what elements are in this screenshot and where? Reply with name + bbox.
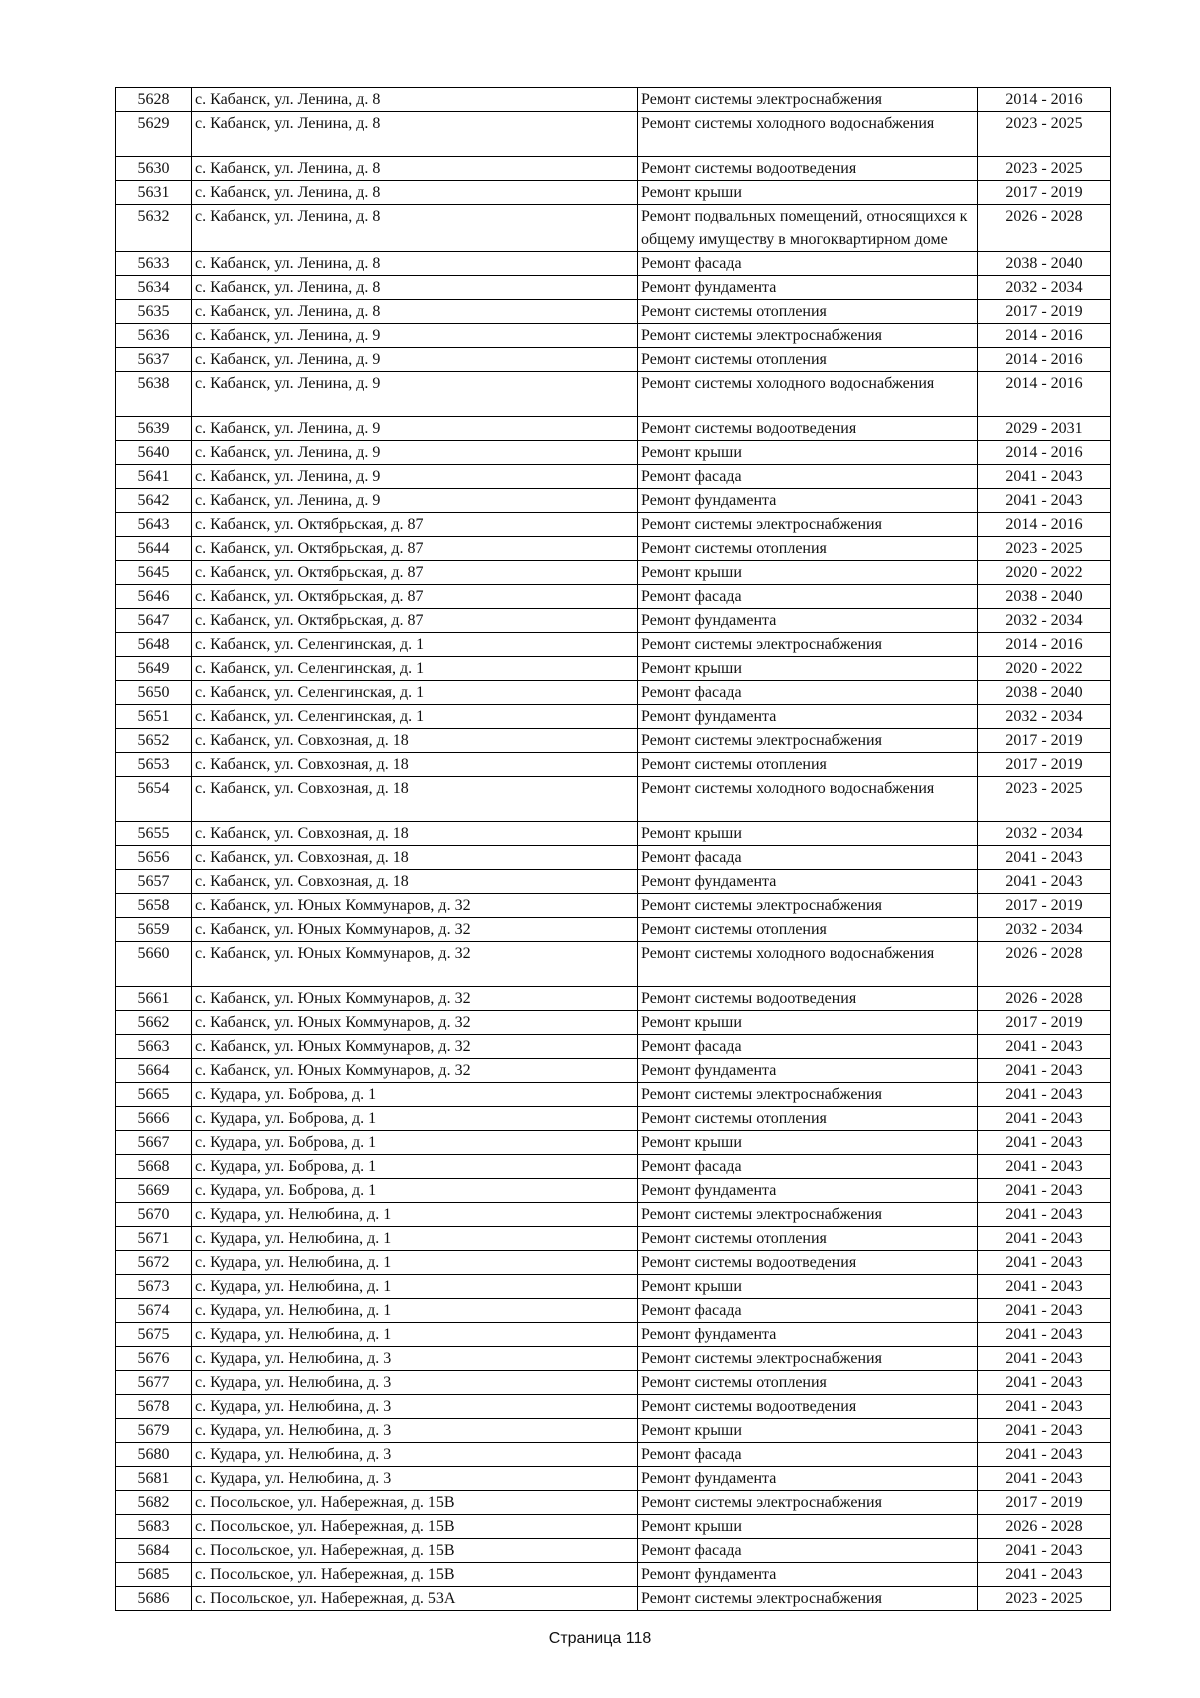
address-cell: с. Кудара, ул. Нелюбина, д. 1 [192, 1323, 638, 1347]
row-number-cell: 5645 [116, 561, 192, 585]
table-row [116, 1083, 1111, 1107]
period-cell: 2017 - 2019 [978, 894, 1111, 918]
row-number-cell: 5654 [116, 777, 192, 822]
table-row [116, 894, 1111, 918]
table-row [116, 1491, 1111, 1515]
period-cell: 2041 - 2043 [978, 1251, 1111, 1275]
row-number-cell: 5685 [116, 1563, 192, 1587]
period-cell: 2032 - 2034 [978, 609, 1111, 633]
address-cell: с. Кабанск, ул. Совхозная, д. 18 [192, 729, 638, 753]
table-row [116, 1515, 1111, 1539]
row-number-cell: 5678 [116, 1395, 192, 1419]
work-type-cell: Ремонт фасада [638, 681, 978, 705]
period-cell: 2017 - 2019 [978, 753, 1111, 777]
table-row [116, 1539, 1111, 1563]
row-number-cell: 5667 [116, 1131, 192, 1155]
table-row [116, 112, 1111, 157]
table-row [116, 1131, 1111, 1155]
table-row [116, 1035, 1111, 1059]
period-cell: 2014 - 2016 [978, 441, 1111, 465]
table-row [116, 1227, 1111, 1251]
address-cell: с. Кабанск, ул. Селенгинская, д. 1 [192, 633, 638, 657]
period-cell: 2041 - 2043 [978, 870, 1111, 894]
row-number-cell: 5639 [116, 417, 192, 441]
period-cell: 2038 - 2040 [978, 681, 1111, 705]
period-cell: 2038 - 2040 [978, 585, 1111, 609]
work-type-cell: Ремонт фасада [638, 1443, 978, 1467]
work-type-cell: Ремонт фасада [638, 585, 978, 609]
table-row [116, 372, 1111, 417]
period-cell: 2041 - 2043 [978, 1419, 1111, 1443]
address-cell: с. Кудара, ул. Боброва, д. 1 [192, 1131, 638, 1155]
period-cell: 2017 - 2019 [978, 300, 1111, 324]
period-cell: 2041 - 2043 [978, 1275, 1111, 1299]
work-type-cell: Ремонт системы отопления [638, 1107, 978, 1131]
work-type-cell: Ремонт системы отопления [638, 1227, 978, 1251]
table-row [116, 1419, 1111, 1443]
period-cell: 2014 - 2016 [978, 324, 1111, 348]
work-type-cell: Ремонт системы отопления [638, 537, 978, 561]
row-number-cell: 5670 [116, 1203, 192, 1227]
address-cell: с. Кабанск, ул. Совхозная, д. 18 [192, 822, 638, 846]
period-cell: 2041 - 2043 [978, 1395, 1111, 1419]
table-row [116, 513, 1111, 537]
address-cell: с. Кабанск, ул. Юных Коммунаров, д. 32 [192, 987, 638, 1011]
work-type-cell: Ремонт фасада [638, 1155, 978, 1179]
row-number-cell: 5628 [116, 88, 192, 112]
row-number-cell: 5658 [116, 894, 192, 918]
work-type-cell: Ремонт крыши [638, 1419, 978, 1443]
period-cell: 2020 - 2022 [978, 657, 1111, 681]
address-cell: с. Кабанск, ул. Октябрьская, д. 87 [192, 561, 638, 585]
work-type-cell: Ремонт крыши [638, 1011, 978, 1035]
work-type-cell: Ремонт фундамента [638, 1059, 978, 1083]
row-number-cell: 5661 [116, 987, 192, 1011]
period-cell: 2026 - 2028 [978, 1515, 1111, 1539]
address-cell: с. Кудара, ул. Нелюбина, д. 1 [192, 1227, 638, 1251]
table-row [116, 870, 1111, 894]
work-type-cell: Ремонт системы электроснабжения [638, 1083, 978, 1107]
address-cell: с. Кабанск, ул. Ленина, д. 8 [192, 181, 638, 205]
row-number-cell: 5656 [116, 846, 192, 870]
address-cell: с. Посольское, ул. Набережная, д. 15В [192, 1539, 638, 1563]
period-cell: 2041 - 2043 [978, 1563, 1111, 1587]
period-cell: 2032 - 2034 [978, 276, 1111, 300]
row-number-cell: 5636 [116, 324, 192, 348]
work-type-cell: Ремонт системы электроснабжения [638, 1587, 978, 1611]
row-number-cell: 5631 [116, 181, 192, 205]
work-type-cell: Ремонт системы электроснабжения [638, 1203, 978, 1227]
page-number: Страница 118 [548, 1630, 652, 1647]
work-type-cell: Ремонт системы электроснабжения [638, 729, 978, 753]
row-number-cell: 5641 [116, 465, 192, 489]
row-number-cell: 5647 [116, 609, 192, 633]
period-cell: 2041 - 2043 [978, 1467, 1111, 1491]
table-row [116, 1443, 1111, 1467]
work-type-cell: Ремонт фасада [638, 1299, 978, 1323]
address-cell: с. Посольское, ул. Набережная, д. 53А [192, 1587, 638, 1611]
address-cell: с. Кудара, ул. Нелюбина, д. 1 [192, 1203, 638, 1227]
work-type-cell: Ремонт фасада [638, 465, 978, 489]
row-number-cell: 5683 [116, 1515, 192, 1539]
table-row [116, 252, 1111, 276]
work-type-cell: Ремонт фундамента [638, 705, 978, 729]
row-number-cell: 5673 [116, 1275, 192, 1299]
row-number-cell: 5665 [116, 1083, 192, 1107]
address-cell: с. Кабанск, ул. Ленина, д. 9 [192, 489, 638, 513]
period-cell: 2041 - 2043 [978, 1035, 1111, 1059]
table-row [116, 537, 1111, 561]
address-cell: с. Кудара, ул. Нелюбина, д. 3 [192, 1419, 638, 1443]
period-cell: 2023 - 2025 [978, 1587, 1111, 1611]
table-row [116, 609, 1111, 633]
work-type-cell: Ремонт системы отопления [638, 753, 978, 777]
address-cell: с. Кабанск, ул. Ленина, д. 8 [192, 300, 638, 324]
work-type-cell: Ремонт системы отопления [638, 1371, 978, 1395]
row-number-cell: 5632 [116, 205, 192, 252]
work-type-cell: Ремонт системы водоотведения [638, 157, 978, 181]
row-number-cell: 5648 [116, 633, 192, 657]
address-cell: с. Кудара, ул. Боброва, д. 1 [192, 1107, 638, 1131]
period-cell: 2014 - 2016 [978, 348, 1111, 372]
table-row [116, 417, 1111, 441]
address-cell: с. Кабанск, ул. Ленина, д. 9 [192, 465, 638, 489]
row-number-cell: 5676 [116, 1347, 192, 1371]
table-row [116, 1299, 1111, 1323]
address-cell: с. Кабанск, ул. Октябрьская, д. 87 [192, 585, 638, 609]
address-cell: с. Кабанск, ул. Селенгинская, д. 1 [192, 705, 638, 729]
work-type-cell: Ремонт фасада [638, 1035, 978, 1059]
work-type-cell: Ремонт системы электроснабжения [638, 894, 978, 918]
period-cell: 2041 - 2043 [978, 1443, 1111, 1467]
row-number-cell: 5651 [116, 705, 192, 729]
row-number-cell: 5649 [116, 657, 192, 681]
work-type-cell: Ремонт подвальных помещений, относящихся к общему имуществу в многоквартирном доме [638, 205, 978, 252]
period-cell: 2041 - 2043 [978, 846, 1111, 870]
address-cell: с. Кудара, ул. Боброва, д. 1 [192, 1083, 638, 1107]
period-cell: 2038 - 2040 [978, 252, 1111, 276]
address-cell: с. Посольское, ул. Набережная, д. 15В [192, 1491, 638, 1515]
work-type-cell: Ремонт системы электроснабжения [638, 88, 978, 112]
period-cell: 2041 - 2043 [978, 1347, 1111, 1371]
address-cell: с. Кудара, ул. Боброва, д. 1 [192, 1179, 638, 1203]
row-number-cell: 5643 [116, 513, 192, 537]
row-number-cell: 5675 [116, 1323, 192, 1347]
table-row [116, 987, 1111, 1011]
period-cell: 2014 - 2016 [978, 633, 1111, 657]
table-row [116, 465, 1111, 489]
table-row [116, 1323, 1111, 1347]
work-type-cell: Ремонт крыши [638, 1131, 978, 1155]
work-type-cell: Ремонт системы электроснабжения [638, 633, 978, 657]
table-row [116, 918, 1111, 942]
address-cell: с. Кудара, ул. Нелюбина, д. 3 [192, 1467, 638, 1491]
work-type-cell: Ремонт фасада [638, 846, 978, 870]
period-cell: 2020 - 2022 [978, 561, 1111, 585]
row-number-cell: 5681 [116, 1467, 192, 1491]
period-cell: 2023 - 2025 [978, 112, 1111, 157]
table-row [116, 1155, 1111, 1179]
work-type-cell: Ремонт системы водоотведения [638, 417, 978, 441]
address-cell: с. Кудара, ул. Нелюбина, д. 1 [192, 1299, 638, 1323]
work-type-cell: Ремонт крыши [638, 181, 978, 205]
work-type-cell: Ремонт системы холодного водоснабжения [638, 777, 978, 822]
row-number-cell: 5634 [116, 276, 192, 300]
table-row [116, 753, 1111, 777]
table-row [116, 300, 1111, 324]
row-number-cell: 5644 [116, 537, 192, 561]
table-row [116, 1107, 1111, 1131]
row-number-cell: 5680 [116, 1443, 192, 1467]
table-row [116, 324, 1111, 348]
address-cell: с. Кабанск, ул. Ленина, д. 9 [192, 417, 638, 441]
row-number-cell: 5637 [116, 348, 192, 372]
row-number-cell: 5663 [116, 1035, 192, 1059]
table-row [116, 348, 1111, 372]
work-type-cell: Ремонт системы электроснабжения [638, 324, 978, 348]
address-cell: с. Кабанск, ул. Юных Коммунаров, д. 32 [192, 1059, 638, 1083]
period-cell: 2032 - 2034 [978, 918, 1111, 942]
period-cell: 2032 - 2034 [978, 705, 1111, 729]
address-cell: с. Кабанск, ул. Юных Коммунаров, д. 32 [192, 942, 638, 987]
table-row [116, 705, 1111, 729]
work-type-cell: Ремонт системы электроснабжения [638, 1347, 978, 1371]
address-cell: с. Кабанск, ул. Ленина, д. 9 [192, 348, 638, 372]
address-cell: с. Посольское, ул. Набережная, д. 15В [192, 1515, 638, 1539]
period-cell: 2032 - 2034 [978, 822, 1111, 846]
table-row [116, 681, 1111, 705]
address-cell: с. Кабанск, ул. Ленина, д. 8 [192, 157, 638, 181]
work-type-cell: Ремонт фундамента [638, 489, 978, 513]
address-cell: с. Кабанск, ул. Ленина, д. 9 [192, 324, 638, 348]
row-number-cell: 5646 [116, 585, 192, 609]
work-type-cell: Ремонт системы отопления [638, 300, 978, 324]
address-cell: с. Кабанск, ул. Селенгинская, д. 1 [192, 657, 638, 681]
table-row [116, 1467, 1111, 1491]
work-type-cell: Ремонт системы холодного водоснабжения [638, 112, 978, 157]
row-number-cell: 5664 [116, 1059, 192, 1083]
period-cell: 2023 - 2025 [978, 537, 1111, 561]
row-number-cell: 5630 [116, 157, 192, 181]
row-number-cell: 5659 [116, 918, 192, 942]
table-row [116, 1395, 1111, 1419]
period-cell: 2017 - 2019 [978, 1491, 1111, 1515]
period-cell: 2023 - 2025 [978, 157, 1111, 181]
period-cell: 2017 - 2019 [978, 729, 1111, 753]
work-type-cell: Ремонт фундамента [638, 870, 978, 894]
address-cell: с. Кабанск, ул. Совхозная, д. 18 [192, 777, 638, 822]
period-cell: 2041 - 2043 [978, 1107, 1111, 1131]
row-number-cell: 5660 [116, 942, 192, 987]
address-cell: с. Кабанск, ул. Совхозная, д. 18 [192, 753, 638, 777]
work-type-cell: Ремонт системы электроснабжения [638, 513, 978, 537]
table-row [116, 1059, 1111, 1083]
work-type-cell: Ремонт фундамента [638, 276, 978, 300]
work-type-cell: Ремонт системы отопления [638, 918, 978, 942]
table-row [116, 157, 1111, 181]
table-row [116, 729, 1111, 753]
row-number-cell: 5635 [116, 300, 192, 324]
work-type-cell: Ремонт системы водоотведения [638, 987, 978, 1011]
table-row [116, 1587, 1111, 1611]
table-row [116, 1371, 1111, 1395]
work-type-cell: Ремонт системы электроснабжения [638, 1491, 978, 1515]
period-cell: 2014 - 2016 [978, 372, 1111, 417]
period-cell: 2041 - 2043 [978, 1083, 1111, 1107]
table-row [116, 1011, 1111, 1035]
table-row [116, 633, 1111, 657]
address-cell: с. Кабанск, ул. Юных Коммунаров, д. 32 [192, 1011, 638, 1035]
work-type-cell: Ремонт крыши [638, 822, 978, 846]
period-cell: 2014 - 2016 [978, 88, 1111, 112]
address-cell: с. Кудара, ул. Нелюбина, д. 3 [192, 1371, 638, 1395]
row-number-cell: 5657 [116, 870, 192, 894]
period-cell: 2023 - 2025 [978, 777, 1111, 822]
table-row [116, 441, 1111, 465]
table-row [116, 822, 1111, 846]
row-number-cell: 5633 [116, 252, 192, 276]
table-row [116, 1563, 1111, 1587]
period-cell: 2041 - 2043 [978, 1131, 1111, 1155]
address-cell: с. Кабанск, ул. Совхозная, д. 18 [192, 846, 638, 870]
table-row [116, 1251, 1111, 1275]
row-number-cell: 5642 [116, 489, 192, 513]
address-cell: с. Кабанск, ул. Совхозная, д. 18 [192, 870, 638, 894]
table-row [116, 846, 1111, 870]
table-row [116, 585, 1111, 609]
table-row [116, 1179, 1111, 1203]
row-number-cell: 5662 [116, 1011, 192, 1035]
period-cell: 2014 - 2016 [978, 513, 1111, 537]
address-cell: с. Кабанск, ул. Ленина, д. 8 [192, 276, 638, 300]
period-cell: 2041 - 2043 [978, 1227, 1111, 1251]
row-number-cell: 5677 [116, 1371, 192, 1395]
table-row [116, 1347, 1111, 1371]
work-type-cell: Ремонт фундамента [638, 1179, 978, 1203]
work-type-cell: Ремонт системы водоотведения [638, 1251, 978, 1275]
row-number-cell: 5668 [116, 1155, 192, 1179]
work-type-cell: Ремонт системы холодного водоснабжения [638, 372, 978, 417]
repair-schedule-table [115, 87, 1111, 1611]
period-cell: 2041 - 2043 [978, 1323, 1111, 1347]
address-cell: с. Кудара, ул. Боброва, д. 1 [192, 1155, 638, 1179]
table-row [116, 276, 1111, 300]
address-cell: с. Кабанск, ул. Октябрьская, д. 87 [192, 609, 638, 633]
row-number-cell: 5650 [116, 681, 192, 705]
row-number-cell: 5682 [116, 1491, 192, 1515]
period-cell: 2041 - 2043 [978, 1059, 1111, 1083]
period-cell: 2026 - 2028 [978, 942, 1111, 987]
row-number-cell: 5629 [116, 112, 192, 157]
table-body [116, 88, 1111, 1611]
period-cell: 2041 - 2043 [978, 1299, 1111, 1323]
address-cell: с. Кабанск, ул. Ленина, д. 8 [192, 112, 638, 157]
address-cell: с. Кудара, ул. Нелюбина, д. 3 [192, 1395, 638, 1419]
table-row [116, 1275, 1111, 1299]
row-number-cell: 5666 [116, 1107, 192, 1131]
period-cell: 2017 - 2019 [978, 1011, 1111, 1035]
work-type-cell: Ремонт фундамента [638, 1323, 978, 1347]
row-number-cell: 5638 [116, 372, 192, 417]
period-cell: 2026 - 2028 [978, 205, 1111, 252]
address-cell: с. Кудара, ул. Нелюбина, д. 1 [192, 1251, 638, 1275]
address-cell: с. Кудара, ул. Нелюбина, д. 3 [192, 1443, 638, 1467]
work-type-cell: Ремонт фундамента [638, 1467, 978, 1491]
address-cell: с. Кабанск, ул. Ленина, д. 8 [192, 88, 638, 112]
address-cell: с. Кабанск, ул. Ленина, д. 8 [192, 205, 638, 252]
address-cell: с. Кабанск, ул. Селенгинская, д. 1 [192, 681, 638, 705]
address-cell: с. Кабанск, ул. Юных Коммунаров, д. 32 [192, 1035, 638, 1059]
work-type-cell: Ремонт системы отопления [638, 348, 978, 372]
row-number-cell: 5671 [116, 1227, 192, 1251]
address-cell: с. Кабанск, ул. Юных Коммунаров, д. 32 [192, 918, 638, 942]
row-number-cell: 5669 [116, 1179, 192, 1203]
period-cell: 2041 - 2043 [978, 1155, 1111, 1179]
work-type-cell: Ремонт крыши [638, 561, 978, 585]
row-number-cell: 5653 [116, 753, 192, 777]
address-cell: с. Кабанск, ул. Ленина, д. 9 [192, 372, 638, 417]
table-row [116, 657, 1111, 681]
row-number-cell: 5684 [116, 1539, 192, 1563]
work-type-cell: Ремонт фасада [638, 1539, 978, 1563]
work-type-cell: Ремонт крыши [638, 1515, 978, 1539]
period-cell: 2026 - 2028 [978, 987, 1111, 1011]
address-cell: с. Кудара, ул. Нелюбина, д. 1 [192, 1275, 638, 1299]
period-cell: 2029 - 2031 [978, 417, 1111, 441]
work-type-cell: Ремонт крыши [638, 441, 978, 465]
table-row [116, 942, 1111, 987]
row-number-cell: 5640 [116, 441, 192, 465]
work-type-cell: Ремонт фундамента [638, 1563, 978, 1587]
work-type-cell: Ремонт системы водоотведения [638, 1395, 978, 1419]
table-row [116, 489, 1111, 513]
row-number-cell: 5652 [116, 729, 192, 753]
row-number-cell: 5679 [116, 1419, 192, 1443]
row-number-cell: 5674 [116, 1299, 192, 1323]
address-cell: с. Посольское, ул. Набережная, д. 15В [192, 1563, 638, 1587]
row-number-cell: 5686 [116, 1587, 192, 1611]
address-cell: с. Кудара, ул. Нелюбина, д. 3 [192, 1347, 638, 1371]
period-cell: 2041 - 2043 [978, 465, 1111, 489]
period-cell: 2041 - 2043 [978, 1371, 1111, 1395]
work-type-cell: Ремонт крыши [638, 1275, 978, 1299]
address-cell: с. Кабанск, ул. Ленина, д. 8 [192, 252, 638, 276]
table-row [116, 561, 1111, 585]
period-cell: 2041 - 2043 [978, 489, 1111, 513]
work-type-cell: Ремонт фасада [638, 252, 978, 276]
address-cell: с. Кабанск, ул. Ленина, д. 9 [192, 441, 638, 465]
period-cell: 2041 - 2043 [978, 1203, 1111, 1227]
table-row [116, 205, 1111, 252]
work-type-cell: Ремонт фундамента [638, 609, 978, 633]
work-type-cell: Ремонт крыши [638, 657, 978, 681]
row-number-cell: 5672 [116, 1251, 192, 1275]
table-row [116, 181, 1111, 205]
work-type-cell: Ремонт системы холодного водоснабжения [638, 942, 978, 987]
period-cell: 2041 - 2043 [978, 1539, 1111, 1563]
address-cell: с. Кабанск, ул. Октябрьская, д. 87 [192, 513, 638, 537]
period-cell: 2041 - 2043 [978, 1179, 1111, 1203]
period-cell: 2017 - 2019 [978, 181, 1111, 205]
address-cell: с. Кабанск, ул. Юных Коммунаров, д. 32 [192, 894, 638, 918]
address-cell: с. Кабанск, ул. Октябрьская, д. 87 [192, 537, 638, 561]
table-row [116, 777, 1111, 822]
table-row [116, 88, 1111, 112]
row-number-cell: 5655 [116, 822, 192, 846]
table-row [116, 1203, 1111, 1227]
